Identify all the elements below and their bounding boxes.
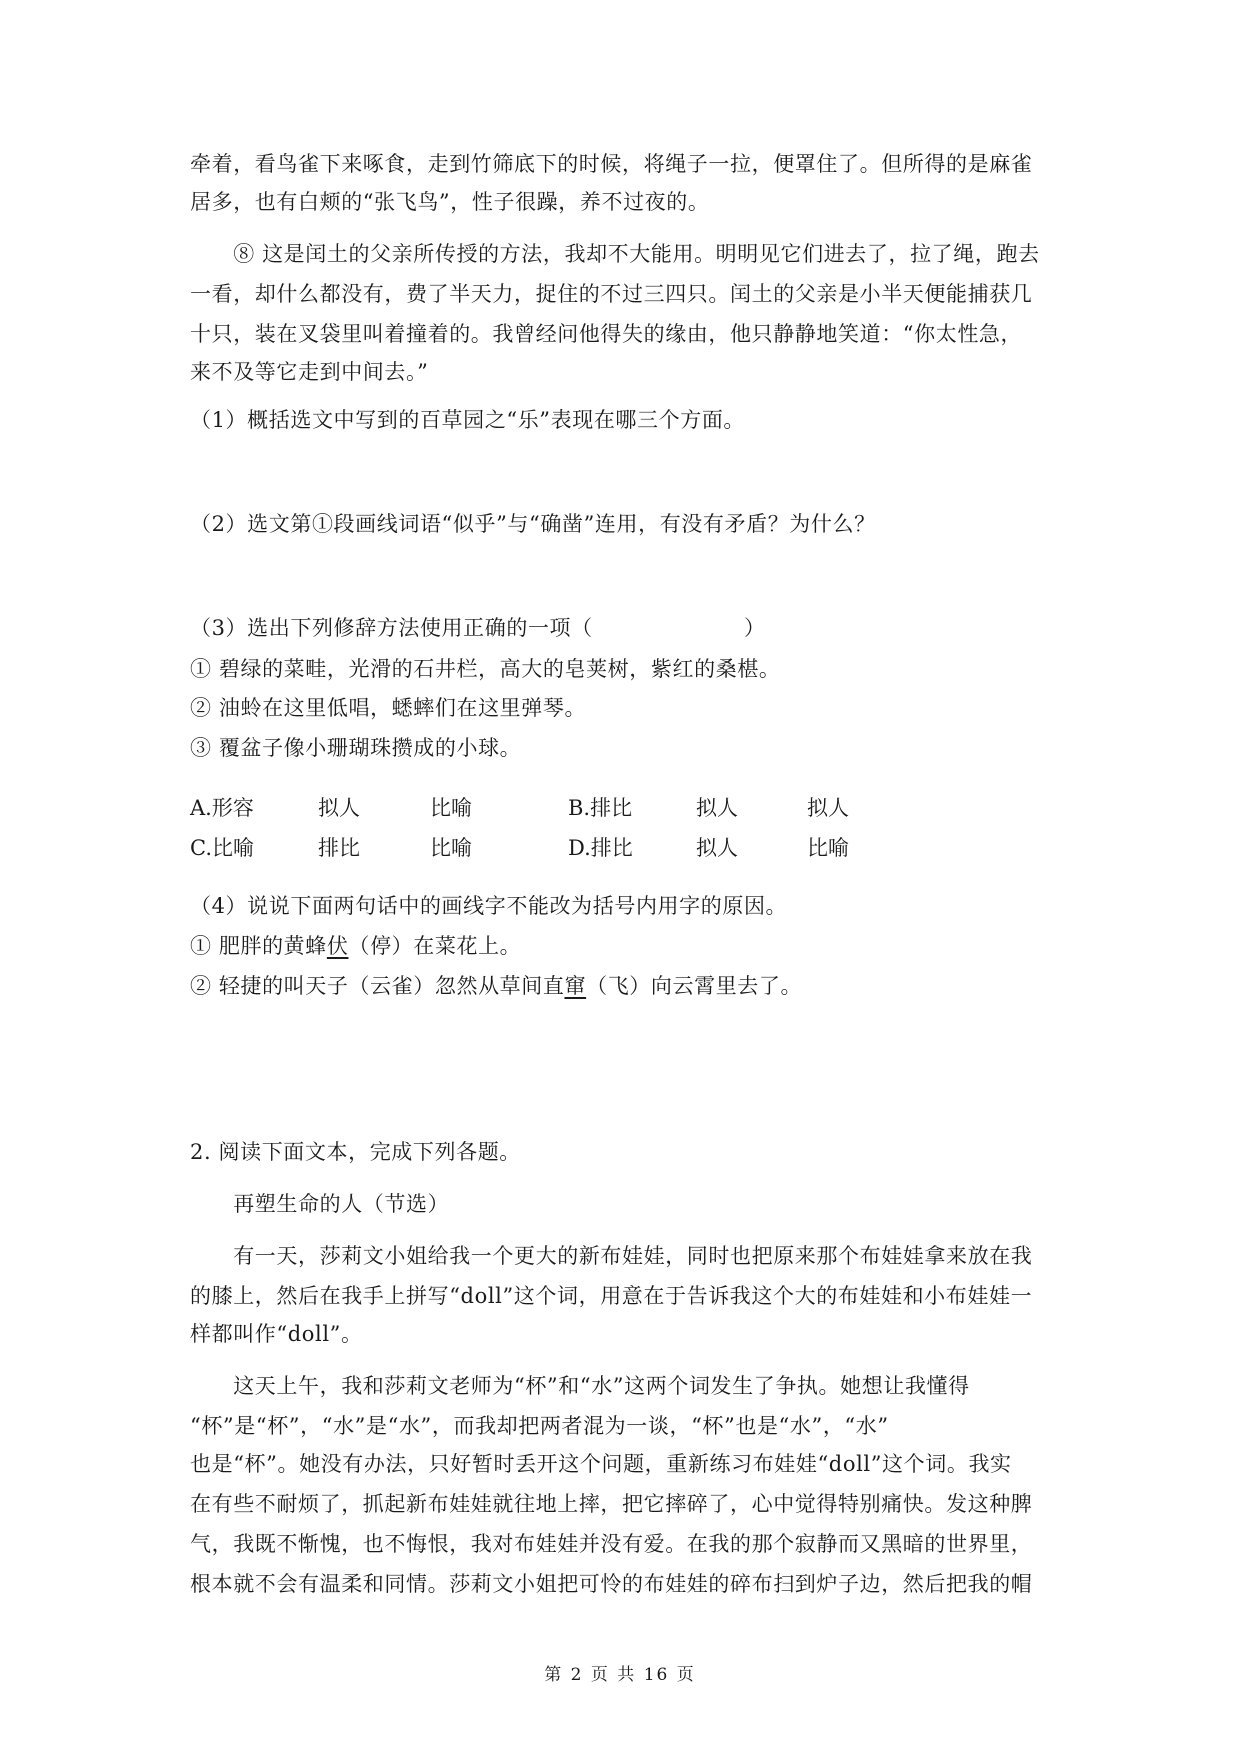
article-p2-line: 根本就不会有温柔和同情。莎莉文小姐把可怜的布娃娃的碎布扫到炉子边，然后把我的帽 <box>190 1572 1033 1596</box>
option-d-label: D.排比 <box>568 836 633 860</box>
article-title: 再塑生命的人（节选） <box>190 1192 450 1216</box>
option-a-term-2: 拟人 <box>318 796 360 820</box>
article-p1-line: 的膝上，然后在我手上拼写“doll”这个词，用意在于告诉我这个大的布娃娃和小布娃娃一 <box>190 1284 1033 1308</box>
passage-line: 牵着，看鸟雀下来啄食，走到竹筛底下的时候，将绳子一拉，便罩住了。但所得的是麻雀 <box>190 152 1033 176</box>
question-1: （1）概括选文中写到的百草园之“乐”表现在哪三个方面。 <box>190 408 746 432</box>
rhetoric-sentence-3: ③ 覆盆子像小珊瑚珠攒成的小球。 <box>190 736 522 760</box>
rhetoric-sentence-2: ② 油蛉在这里低唱，蟋蟀们在这里弹琴。 <box>190 696 587 720</box>
paragraph-8-line: 十只，装在叉袋里叫着撞着的。我曾经问他得失的缘由，他只静静地笑道：“你太性急， <box>190 322 1023 346</box>
q4-s1-pre: ① 肥胖的黄蜂 <box>190 934 327 958</box>
article-p2-line: 这天上午，我和莎莉文老师为“杯”和“水”这两个词发生了争执。她想让我懂得 <box>190 1374 970 1398</box>
paragraph-8-line: ⑧ 这是闰土的父亲所传授的方法，我却不大能用。明明见它们进去了，拉了绳，跑去 <box>190 242 1040 266</box>
option-b-term-3: 拟人 <box>807 796 849 820</box>
passage-line: 居多，也有白颊的“张飞鸟”，性子很躁，养不过夜的。 <box>190 190 710 214</box>
article-p2-line: “杯”是“杯”，“水”是“水”，而我却把两者混为一谈，“杯”也是“水”，“水” <box>190 1414 889 1438</box>
question-4-sentence-1 <box>190 932 1070 960</box>
q4-s2-post: （飞）向云霄里去了。 <box>586 974 803 998</box>
question-4-stem: （4）说说下面两句话中的画线字不能改为括号内用字的原因。 <box>190 894 788 918</box>
option-d-term-2: 拟人 <box>696 836 738 860</box>
paragraph-8-line: 来不及等它走到中间去。” <box>190 360 429 384</box>
question-4-sentence-2 <box>190 972 1070 1000</box>
option-b-label: B.排比 <box>568 796 633 820</box>
article-p2-line: 在有些不耐烦了，抓起新布娃娃就往地上摔，把它摔碎了，心中觉得特别痛快。发这种脾 <box>190 1492 1033 1516</box>
option-a-label: A.形容 <box>190 796 254 820</box>
page-footer: 第 2 页 共 16 页 <box>544 1665 696 1685</box>
q4-s1-underlined: 伏 <box>326 934 349 958</box>
article-p1-line: 有一天，莎莉文小姐给我一个更大的新布娃娃，同时也把原来那个布娃娃拿来放在我 <box>190 1244 1033 1268</box>
question-3-stem: （3）选出下列修辞方法使用正确的一项（ ） <box>190 616 766 640</box>
option-c-term-3: 比喻 <box>430 836 472 860</box>
option-b-term-2: 拟人 <box>696 796 738 820</box>
q4-s2-underlined: 窜 <box>564 974 587 998</box>
paragraph-8-line: 一看，却什么都没有，费了半天力，捉住的不过三四只。闰土的父亲是小半天便能捕获几 <box>190 282 1033 306</box>
article-p2-line: 气，我既不惭愧，也不悔恨，我对布娃娃并没有爱。在我的那个寂静而又黑暗的世界里， <box>190 1532 1033 1556</box>
article-p2-line: 也是“杯”。她没有办法，只好暂时丢开这个问题，重新练习布娃娃“doll”这个词。我实 <box>190 1452 1012 1476</box>
rhetoric-sentence-1: ① 碧绿的菜畦，光滑的石井栏，高大的皂荚树，紫红的桑椹。 <box>190 657 781 681</box>
option-c-label: C.比喻 <box>190 836 254 860</box>
option-c-term-2: 排比 <box>318 836 360 860</box>
q4-s1-post: （停）在菜花上。 <box>348 934 522 958</box>
article-p1-line: 样都叫作“doll”。 <box>190 1322 363 1346</box>
q4-s2-pre: ② 轻捷的叫天子（云雀）忽然从草间直 <box>190 974 565 998</box>
question-2: （2）选文第①段画线词语“似乎”与“确凿”连用，有没有矛盾？为什么？ <box>190 512 876 536</box>
question-2-heading: 2. 阅读下面文本，完成下列各题。 <box>190 1140 521 1164</box>
option-a-term-3: 比喻 <box>430 796 472 820</box>
option-d-term-3: 比喻 <box>807 836 849 860</box>
